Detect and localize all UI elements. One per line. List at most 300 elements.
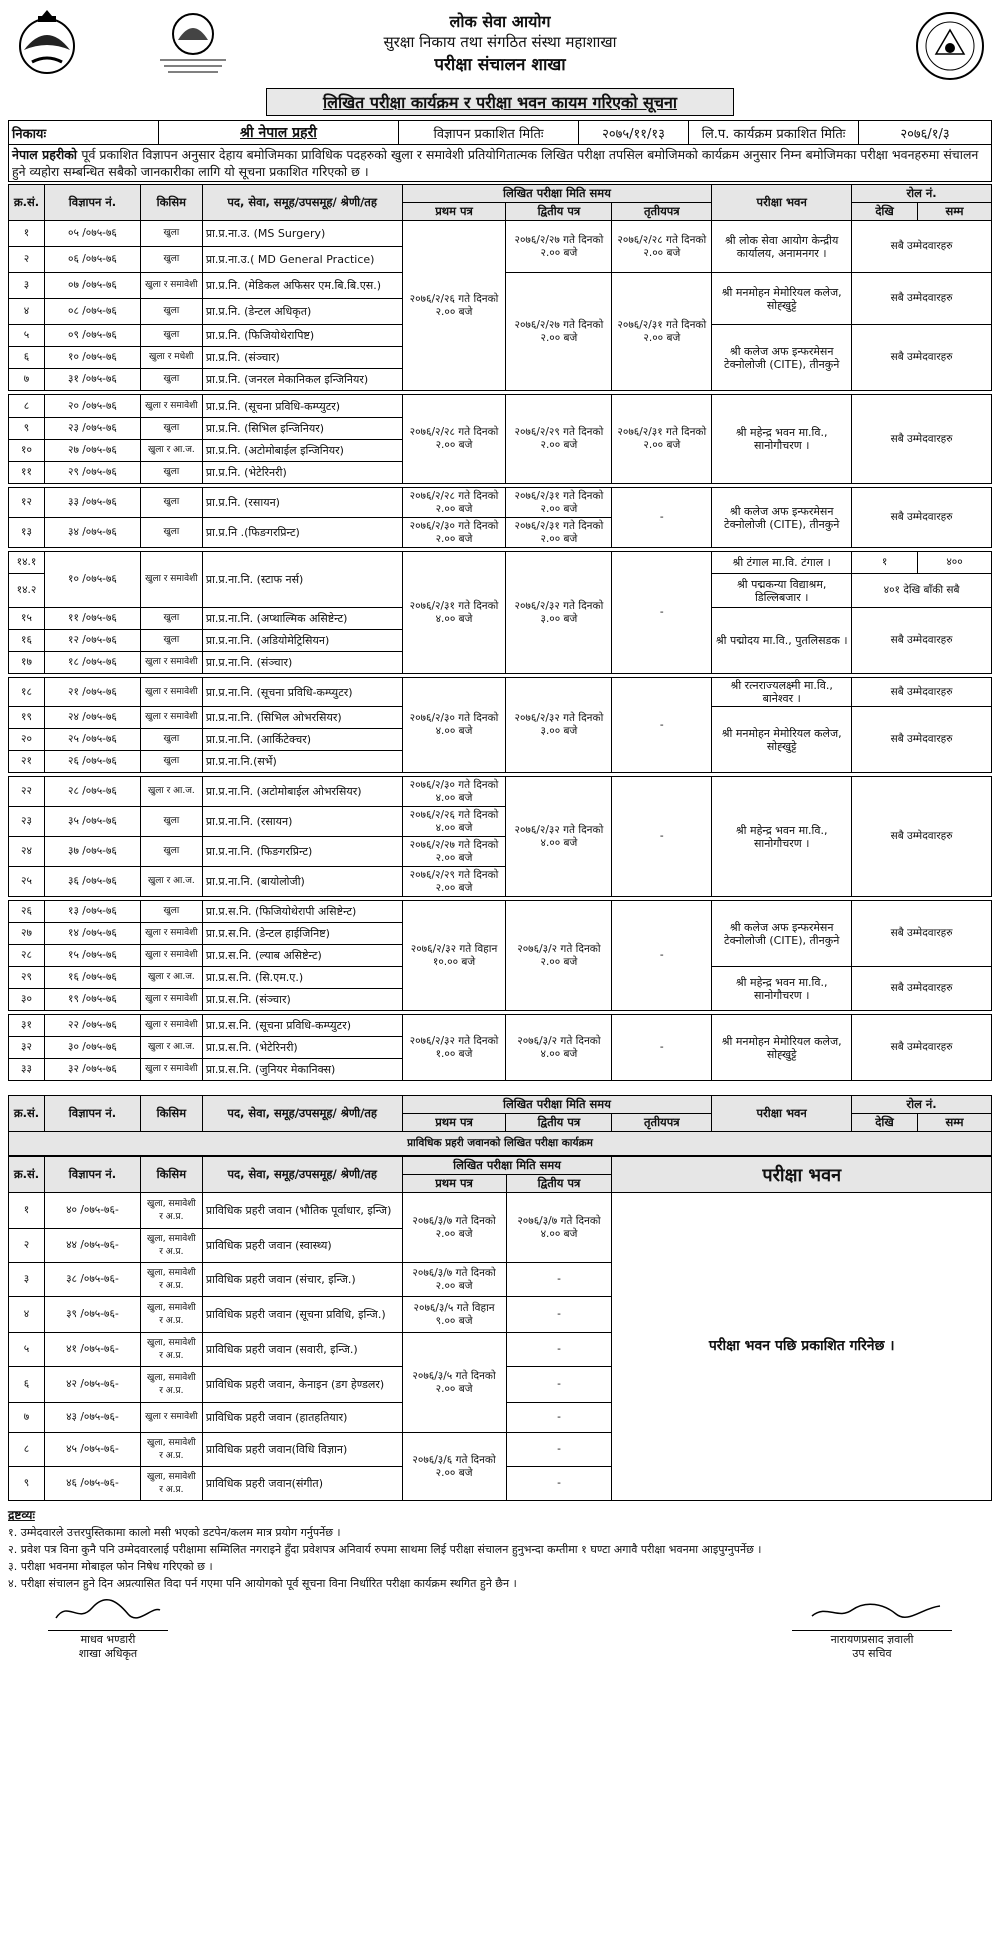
row-type: खुला xyxy=(140,369,202,391)
row-sn: १५ xyxy=(9,608,45,630)
col-adno: विज्ञापन नं. xyxy=(44,1096,140,1132)
row-post: प्रा.प्र.नि. (मेडिकल अफिसर एम.बि.बि.एस.) xyxy=(202,273,402,299)
signature-right-icon xyxy=(792,1596,952,1626)
row-post: प्रा.प्र.स.नि. (डेन्टल हाईजिनिष्ट) xyxy=(202,923,402,945)
row-type: खुला र समावेशी xyxy=(140,395,202,418)
row-ad: ११ /०७५-७६ xyxy=(44,608,140,630)
row-sn: २७ xyxy=(9,923,45,945)
row-type: खुला xyxy=(140,729,202,751)
row-type: खुला र समावेशी xyxy=(140,989,202,1011)
note-item: ३. परीक्षा भवनमा मोबाइल फोन निषेध गरिएको छ । xyxy=(8,1560,213,1573)
row-sn: ११ xyxy=(9,462,45,484)
row-sn: ६ xyxy=(9,347,45,369)
row-type: खुला xyxy=(140,418,202,440)
row-ad: १२ /०७५-७६ xyxy=(44,630,140,652)
row-post: प्राविधिक प्रहरी जवान(संगीत) xyxy=(202,1467,402,1501)
signer-right-name: नारायणप्रसाद ज्ञवाली xyxy=(830,1633,914,1646)
col-p2: द्वितीय पत्र xyxy=(506,1114,612,1132)
cell-roll: ४०१ देखि बाँकी सबै xyxy=(852,574,992,608)
row-post: प्रा.प्र.नि. (सूचना प्रविधि-कम्प्युटर) xyxy=(202,395,402,418)
col-p3: तृतीयपत्र xyxy=(612,203,712,221)
row-ad: १० /०७५-७६ xyxy=(44,552,140,608)
row-post: प्रा.प्र.ना.नि. (बायोलोजी) xyxy=(202,867,402,897)
row-sn: ९ xyxy=(9,1467,45,1501)
col-type: किसिम xyxy=(140,1096,202,1132)
row-ad: १६ /०७५-७६ xyxy=(44,967,140,989)
cell-p2: २०७६/२/३१ गते दिनको २.०० बजे xyxy=(506,518,612,548)
row-ad: ३२ /०७५-७६ xyxy=(44,1059,140,1081)
row-type: खुला र आ.ज. xyxy=(140,867,202,897)
row-ad: २८ /०७५-७६ xyxy=(44,777,140,807)
col-post: पद, सेवा, समूह/उपसमूह/ श्रेणी/तह xyxy=(202,185,402,221)
row-ad: २५ /०७५-७६ xyxy=(44,729,140,751)
col-p3: तृतीयपत्र xyxy=(612,1114,712,1132)
col-type: किसिम xyxy=(140,185,202,221)
row-type: खुला र समावेशी xyxy=(140,1015,202,1037)
row-type: खुला xyxy=(140,837,202,867)
col-p1: प्रथम पत्र xyxy=(402,203,506,221)
row-type: खुला xyxy=(140,901,202,923)
row-post: प्रा.प्र.ना.नि. (फिङगरप्रिन्ट) xyxy=(202,837,402,867)
row-ad: ३४ /०७५-७६ xyxy=(44,518,140,548)
cell-roll: सबै उम्मेदवारहरु xyxy=(852,221,992,273)
cell-p3: - xyxy=(612,1015,712,1081)
row-ad: १३ /०७५-७६ xyxy=(44,901,140,923)
cell-p3: २०७६/२/३१ गते दिनको २.०० बजे xyxy=(612,395,712,484)
row-sn: ३३ xyxy=(9,1059,45,1081)
row-sn: ३ xyxy=(9,273,45,299)
row-type: खुला र समावेशी xyxy=(140,1403,202,1433)
col-p2: द्वितीय पत्र xyxy=(506,1175,612,1193)
signature-area xyxy=(8,1596,992,1666)
row-sn: ७ xyxy=(9,369,45,391)
cell-roll-from: १ xyxy=(852,552,918,574)
row-ad: १९ /०७५-७६ xyxy=(44,989,140,1011)
cell-p1: २०७६/३/५ गते विहान ९.०० बजे xyxy=(402,1297,506,1333)
row-post: प्राविधिक प्रहरी जवान, केनाइन (डग हेण्डलर) xyxy=(202,1367,402,1403)
cell-roll: सबै उम्मेदवारहरु xyxy=(852,488,992,548)
table-row xyxy=(9,1193,992,1229)
col-p1: प्रथम पत्र xyxy=(402,1114,506,1132)
row-post: प्रा.प्र.ना.उ. (MS Surgery) xyxy=(202,221,402,247)
cell-p1: २०७६/३/५ गते दिनको २.०० बजे xyxy=(402,1333,506,1433)
row-ad: ४२ /०७५-७६- xyxy=(44,1367,140,1403)
cell-p2: - xyxy=(506,1263,612,1297)
row-ad: ३६ /०७५-७६ xyxy=(44,867,140,897)
cell-p3: - xyxy=(612,678,712,773)
col-roll: रोल नं. xyxy=(852,185,992,203)
cell-venue: श्री पद्मकन्या विद्याश्रम, डिल्लिबजार । xyxy=(712,574,852,608)
signature-left-icon xyxy=(48,1596,168,1626)
row-sn: १२ xyxy=(9,488,45,518)
cell-p3: - xyxy=(612,488,712,548)
row-ad: २४ /०७५-७६ xyxy=(44,707,140,729)
col-from: देखि xyxy=(852,203,918,221)
cell-p2: - xyxy=(506,1297,612,1333)
row-sn: २ xyxy=(9,1229,45,1263)
info-row xyxy=(8,120,992,145)
row-type: खुला र आ.ज. xyxy=(140,777,202,807)
col-to: सम्म xyxy=(918,203,992,221)
row-post: प्रा.प्र.ना.नि. (आर्किटेक्चर) xyxy=(202,729,402,751)
row-sn: २० xyxy=(9,729,45,751)
col-sn: क्र.सं. xyxy=(9,1096,45,1132)
row-sn: १९ xyxy=(9,707,45,729)
cell-venue: श्री कलेज अफ इन्फरमेसन टेक्नोलोजी (CITE), तीनकुने xyxy=(712,325,852,391)
row-sn: २४ xyxy=(9,837,45,867)
row-type: खुला xyxy=(140,462,202,484)
psc-round-seal-icon xyxy=(914,10,986,82)
intro-lead: नेपाल प्रहरीको xyxy=(12,147,78,162)
row-type: खुला, समावेशी र अ.प्र. xyxy=(140,1193,202,1229)
cell-p2: २०७६/२/३२ गते दिनको ३.०० बजे xyxy=(506,678,612,773)
cell-p1: २०७६/२/२७ गते दिनको २.०० बजे xyxy=(402,837,506,867)
cell-roll: सबै उम्मेदवारहरु xyxy=(852,608,992,674)
ad-date-label: विज्ञापन प्रकाशित मितिः xyxy=(399,121,579,145)
signer-right-title: उप सचिव xyxy=(852,1647,892,1660)
cell-venue: श्री महेन्द्र भवन मा.वि., सानोगौचरण । xyxy=(712,777,852,897)
row-sn: २३ xyxy=(9,807,45,837)
cell-venue: श्री मनमोहन मेमोरियल कलेज, सोह्खुट्टे xyxy=(712,273,852,325)
note-item: ४. परीक्षा संचालन हुने दिन अप्रत्यासित विदा पर्न गएमा पनि आयोगको पूर्व सूचना विना निर्धारित परीक्षा कार्यक्रम स्थगित हुने छैन । xyxy=(8,1577,517,1590)
row-type: खुला xyxy=(140,488,202,518)
col-venue: परीक्षा भवन xyxy=(612,1157,992,1193)
row-ad: १४ /०७५-७६ xyxy=(44,923,140,945)
cell-p2: - xyxy=(506,1467,612,1501)
row-post: प्राविधिक प्रहरी जवान (स्वास्थ्य) xyxy=(202,1229,402,1263)
row-ad: ३८ /०७५-७६- xyxy=(44,1263,140,1297)
row-post: प्रा.प्र.नि. (डेन्टल अधिकृत) xyxy=(202,299,402,325)
row-type: खुला, समावेशी र अ.प्र. xyxy=(140,1297,202,1333)
row-type: खुला र आ.ज. xyxy=(140,440,202,462)
row-type: खुला xyxy=(140,518,202,548)
cell-p2: २०७६/२/२७ गते दिनको २.०० बजे xyxy=(506,221,612,273)
notice-page xyxy=(8,6,992,1666)
row-ad: ३१ /०७५-७६ xyxy=(44,369,140,391)
row-type: खुला xyxy=(140,751,202,773)
row-ad: ०७ /०७५-७६ xyxy=(44,273,140,299)
row-post: प्राविधिक प्रहरी जवान (भौतिक पूर्वाधार, इन्जि) xyxy=(202,1193,402,1229)
row-post: प्रा.प्र.स.नि. (भेटेरिनरी) xyxy=(202,1037,402,1059)
cell-roll: सबै उम्मेदवारहरु xyxy=(852,1015,992,1081)
cell-p1: २०७६/२/२८ गते दिनको २.०० बजे xyxy=(402,488,506,518)
row-type: खुला xyxy=(140,630,202,652)
venue-announcement: परीक्षा भवन पछि प्रकाशित गरिनेछ । xyxy=(612,1193,992,1501)
row-ad: ३७ /०७५-७६ xyxy=(44,837,140,867)
row-type: खुला, समावेशी र अ.प्र. xyxy=(140,1333,202,1367)
prog-date-label: लि.प. कार्यक्रम प्रकाशित मितिः xyxy=(689,121,859,145)
prog-date-value: २०७६/१/३ xyxy=(859,121,992,145)
cell-p3: - xyxy=(612,552,712,674)
row-ad: २१ /०७५-७६ xyxy=(44,678,140,707)
row-sn: ५ xyxy=(9,1333,45,1367)
row-ad: २३ /०७५-७६ xyxy=(44,418,140,440)
signer-left-name: माधव भण्डारी xyxy=(80,1633,136,1646)
row-post: प्रा.प्र.ना.नि. (अडियोमेट्रिसियन) xyxy=(202,630,402,652)
row-sn: २२ xyxy=(9,777,45,807)
cell-p1: २०७६/२/३० गते दिनको २.०० बजे xyxy=(402,518,506,548)
header xyxy=(8,6,992,88)
cell-p2: - xyxy=(506,1367,612,1403)
row-ad: १० /०७५-७६ xyxy=(44,347,140,369)
row-sn: ८ xyxy=(9,1433,45,1467)
col-from: देखि xyxy=(852,1114,918,1132)
col-sched: लिखित परीक्षा मिति समय xyxy=(402,1157,612,1175)
row-post: प्रा.प्र.नि .(फिङगरप्रिन्ट) xyxy=(202,518,402,548)
cell-p1: २०७६/२/३२ गते दिनको १.०० बजे xyxy=(402,1015,506,1081)
row-sn: ३ xyxy=(9,1263,45,1297)
row-sn: १ xyxy=(9,221,45,247)
table-row xyxy=(9,488,992,518)
row-sn: ४ xyxy=(9,1297,45,1333)
note-item: २. प्रवेश पत्र विना कुनै पनि उम्मेदवारलाई परीक्षामा सम्मिलित नगराइने हुँदा प्रवेशपत्र अनिवार्य रुपमा साथमा लिई परीक्षा संचालन हुनुभन्दा कम्तीमा १ घण्टा अगावै परीक्षा भवनमा आइपुग्नुपर्नेछ । xyxy=(8,1543,762,1556)
row-post: प्रा.प्र.स.नि. (फिजियोथेरापी असिष्टेन्ट) xyxy=(202,901,402,923)
cell-p2: - xyxy=(506,1333,612,1367)
row-type: खुला र समावेशी xyxy=(140,273,202,299)
cell-p1: २०७६/२/२६ गते दिनको ४.०० बजे xyxy=(402,807,506,837)
table-row xyxy=(9,678,992,707)
row-ad: १५ /०७५-७६ xyxy=(44,945,140,967)
row-type: खुला xyxy=(140,807,202,837)
table-row xyxy=(9,777,992,807)
row-sn: ७ xyxy=(9,1403,45,1433)
cell-p2: २०७६/२/२७ गते दिनको २.०० बजे xyxy=(506,273,612,391)
cell-p2: २०७६/२/२९ गते दिनको २.०० बजे xyxy=(506,395,612,484)
cell-venue: श्री महेन्द्र भवन मा.वि., सानोगौचरण । xyxy=(712,395,852,484)
notes-section xyxy=(8,1507,992,1592)
row-ad: ३५ /०७५-७६ xyxy=(44,807,140,837)
col-sched: लिखित परीक्षा मिति समय xyxy=(402,185,712,203)
row-post: प्रा.प्र.ना.नि. (संञ्चार) xyxy=(202,652,402,674)
row-sn: २१ xyxy=(9,751,45,773)
row-post: प्रा.प्र.ना.नि. (अटोमोबाईल ओभरसियर) xyxy=(202,777,402,807)
row-post: प्रा.प्र.ना.उ.( MD General Practice) xyxy=(202,247,402,273)
row-ad: ४३ /०७५-७६- xyxy=(44,1403,140,1433)
cell-p1: २०७६/२/२९ गते दिनको २.०० बजे xyxy=(402,867,506,897)
row-sn: २६ xyxy=(9,901,45,923)
division-name: सुरक्षा निकाय तथा संगठित संस्था महाशाखा xyxy=(383,33,617,51)
row-sn: १६ xyxy=(9,630,45,652)
row-post: प्रा.प्र.ना.नि. (सिभिल ओभरसियर) xyxy=(202,707,402,729)
cell-roll-to: ४०० xyxy=(918,552,992,574)
branch-name: परीक्षा संचालन शाखा xyxy=(434,55,566,75)
col-adno: विज्ञापन नं. xyxy=(44,185,140,221)
row-post: प्रा.प्र.स.नि. (जुनियर मेकानिक्स) xyxy=(202,1059,402,1081)
row-type: खुला xyxy=(140,299,202,325)
cell-p1: २०७६/२/२६ गते दिनको २.०० बजे xyxy=(402,221,506,391)
signature-right xyxy=(792,1596,952,1661)
row-ad: २७ /०७५-७६ xyxy=(44,440,140,462)
notes-title: द्रष्टव्यः xyxy=(8,1508,35,1522)
cell-p2: २०७६/३/२ गते दिनको ४.०० बजे xyxy=(506,1015,612,1081)
cell-roll: सबै उम्मेदवारहरु xyxy=(852,777,992,897)
row-ad: ४० /०७५-७६- xyxy=(44,1193,140,1229)
org-name: लोक सेवा आयोग xyxy=(449,12,551,31)
row-post: प्रा.प्र.नि. (जनरल मेकानिकल इन्जिनियर) xyxy=(202,369,402,391)
row-type: खुला र समावेशी xyxy=(140,652,202,674)
row-post: प्रा.प्र.नि. (सिभिल इन्जिनियर) xyxy=(202,418,402,440)
row-post: प्रा.प्र.नि. (संञ्चार) xyxy=(202,347,402,369)
row-post: प्रा.प्र.नि. (भेटेरिनरी) xyxy=(202,462,402,484)
row-type: खुला र समावेशी xyxy=(140,678,202,707)
row-post: प्रा.प्र.स.नि. (सि.एम.ए.) xyxy=(202,967,402,989)
col-sn: क्र.सं. xyxy=(9,1157,45,1193)
cell-roll: सबै उम्मेदवारहरु xyxy=(852,901,992,967)
row-post: प्रा.प्र.स.नि. (संञ्चार) xyxy=(202,989,402,1011)
col-p2: द्वितीय पत्र xyxy=(506,203,612,221)
row-post: प्राविधिक प्रहरी जवान (हातहतियार) xyxy=(202,1403,402,1433)
row-ad: ३० /०७५-७६ xyxy=(44,1037,140,1059)
row-ad: ०५ /०७५-७६ xyxy=(44,221,140,247)
table-row xyxy=(9,221,992,247)
row-sn: २५ xyxy=(9,867,45,897)
cell-p2: २०७६/३/२ गते दिनको २.०० बजे xyxy=(506,901,612,1011)
row-ad: २६ /०७५-७६ xyxy=(44,751,140,773)
row-post: प्रा.प्र.नि. (रसायन) xyxy=(202,488,402,518)
cell-p3: - xyxy=(612,901,712,1011)
cell-roll: सबै उम्मेदवारहरु xyxy=(852,678,992,707)
cell-p2: २०७६/२/३२ गते दिनको ३.०० बजे xyxy=(506,552,612,674)
cell-p3: - xyxy=(612,777,712,897)
row-ad: ४६ /०७५-७६- xyxy=(44,1467,140,1501)
row-type: खुला र आ.ज. xyxy=(140,967,202,989)
schedule-table xyxy=(8,184,992,1081)
row-sn: २ xyxy=(9,247,45,273)
cell-p2: २०७६/२/३१ गते दिनको २.०० बजे xyxy=(506,488,612,518)
agency-label: निकायः xyxy=(9,121,159,145)
schedule-table-header-repeat xyxy=(8,1095,992,1156)
row-ad: ४५ /०७५-७६- xyxy=(44,1433,140,1467)
cell-venue: श्री टंगाल मा.वि. टंगाल । xyxy=(712,552,852,574)
row-type: खुला xyxy=(140,325,202,347)
cell-p2: - xyxy=(506,1403,612,1433)
row-sn: ३२ xyxy=(9,1037,45,1059)
row-sn: ३० xyxy=(9,989,45,1011)
row-ad: १८ /०७५-७६ xyxy=(44,652,140,674)
cell-p2: २०७६/३/७ गते दिनको ४.०० बजे xyxy=(506,1193,612,1263)
police-schedule-table xyxy=(8,1156,992,1501)
col-roll: रोल नं. xyxy=(852,1096,992,1114)
row-post: प्रा.प्र.स.नि. (सूचना प्रविधि-कम्प्युटर) xyxy=(202,1015,402,1037)
row-sn: १० xyxy=(9,440,45,462)
row-type: खुला, समावेशी र अ.प्र. xyxy=(140,1229,202,1263)
row-sn: ३१ xyxy=(9,1015,45,1037)
row-sn: १७ xyxy=(9,652,45,674)
row-post: प्रा.प्र.ना.नि.(सर्भे) xyxy=(202,751,402,773)
row-sn: १८ xyxy=(9,678,45,707)
row-type: खुला र मधेशी xyxy=(140,347,202,369)
row-type: खुला र समावेशी xyxy=(140,923,202,945)
cell-p1: २०७६/३/७ गते दिनको २.०० बजे xyxy=(402,1193,506,1263)
row-ad: ३३ /०७५-७६ xyxy=(44,488,140,518)
cell-p1: २०७६/२/३२ गते विहान १०.०० बजे xyxy=(402,901,506,1011)
row-sn: ८ xyxy=(9,395,45,418)
row-sn: ५ xyxy=(9,325,45,347)
cell-p1: २०७६/२/३१ गते दिनको ४.०० बजे xyxy=(402,552,506,674)
cell-venue: श्री रत्नराज्यलक्ष्मी मा.वि., बानेश्वर । xyxy=(712,678,852,707)
col-adno: विज्ञापन नं. xyxy=(44,1157,140,1193)
row-type: खुला र समावेशी xyxy=(140,945,202,967)
row-post: प्राविधिक प्रहरी जवान (संचार, इन्जि.) xyxy=(202,1263,402,1297)
cell-p2: - xyxy=(506,1433,612,1467)
cell-p3: २०७६/२/२८ गते दिनको २.०० बजे xyxy=(612,221,712,273)
table-row xyxy=(9,395,992,418)
cell-roll: सबै उम्मेदवारहरु xyxy=(852,395,992,484)
cell-p1: २०७६/२/३० गते दिनको ४.०० बजे xyxy=(402,678,506,773)
col-sn: क्र.सं. xyxy=(9,185,45,221)
row-ad: २० /०७५-७६ xyxy=(44,395,140,418)
table-row xyxy=(9,901,992,923)
intro-text: पूर्व प्रकाशित विज्ञापन अनुसार देहाय बमोजिमका प्राविधिक पदहरुको खुला र समावेशी प्रतियोगितात्मक लिखित परीक्षा तपसिल बमोजिमको कार्यक्रम अनुसार निम्न बमोजिमका परीक्षा भवनहरुमा संचालन हुने व्यहोरा सम्बन्धित सबैको जानकारीका लागि यो सूचना प्रकाशित गरिएको छ । xyxy=(12,147,979,179)
intro-paragraph xyxy=(8,145,992,182)
cell-p1: २०७६/२/२८ गते दिनको २.०० बजे xyxy=(402,395,506,484)
row-type: खुला र समावेशी xyxy=(140,552,202,608)
cell-venue: श्री महेन्द्र भवन मा.वि., सानोगौचरण । xyxy=(712,967,852,1011)
col-post: पद, सेवा, समूह/उपसमूह/ श्रेणी/तह xyxy=(202,1157,402,1193)
section-heading: प्राविधिक प्रहरी जवानको लिखित परीक्षा कार्यक्रम xyxy=(9,1132,992,1156)
notice-title: लिखित परीक्षा कार्यक्रम र परीक्षा भवन कायम गरिएको सूचना xyxy=(266,88,734,116)
row-ad: ०६ /०७५-७६ xyxy=(44,247,140,273)
row-ad: ०८ /०७५-७६ xyxy=(44,299,140,325)
row-sn: १४.१ xyxy=(9,552,45,574)
header-text xyxy=(8,10,992,75)
row-sn: १४.२ xyxy=(9,574,45,608)
row-post: प्रा.प्र.ना.नि. (रसायन) xyxy=(202,807,402,837)
row-ad: २९ /०७५-७६ xyxy=(44,462,140,484)
row-post: प्राविधिक प्रहरी जवान(विधि विज्ञान) xyxy=(202,1433,402,1467)
signer-left-title: शाखा अधिकृत xyxy=(78,1647,138,1660)
row-sn: १ xyxy=(9,1193,45,1229)
row-sn: २९ xyxy=(9,967,45,989)
row-type: खुला र आ.ज. xyxy=(140,1037,202,1059)
row-post: प्रा.प्र.ना.नि. (अप्थाल्मिक असिष्टेन्ट) xyxy=(202,608,402,630)
row-ad: ४४ /०७५-७६- xyxy=(44,1229,140,1263)
cell-p2: २०७६/२/३२ गते दिनको ४.०० बजे xyxy=(506,777,612,897)
col-sched: लिखित परीक्षा मिति समय xyxy=(402,1096,712,1114)
agency-value: श्री नेपाल प्रहरी xyxy=(159,121,399,145)
col-venue: परीक्षा भवन xyxy=(712,1096,852,1132)
row-ad: ४१ /०७५-७६- xyxy=(44,1333,140,1367)
ad-date-value: २०७५/११/१३ xyxy=(579,121,689,145)
cell-p1: २०७६/२/३० गते दिनको ४.०० बजे xyxy=(402,777,506,807)
row-post: प्रा.प्र.ना.नि. (स्टाफ नर्स) xyxy=(202,552,402,608)
col-post: पद, सेवा, समूह/उपसमूह/ श्रेणी/तह xyxy=(202,1096,402,1132)
cell-roll: सबै उम्मेदवारहरु xyxy=(852,707,992,773)
row-type: खुला र समावेशी xyxy=(140,1059,202,1081)
row-sn: ६ xyxy=(9,1367,45,1403)
row-ad: ०९ /०७५-७६ xyxy=(44,325,140,347)
cell-venue: श्री लोक सेवा आयोग केन्द्रीय कार्यालय, अनामनगर । xyxy=(712,221,852,273)
row-sn: १३ xyxy=(9,518,45,548)
table-row xyxy=(9,552,992,574)
cell-roll: सबै उम्मेदवारहरु xyxy=(852,325,992,391)
row-post: प्रा.प्र.नि. (फिजियोथेरापिष्ट) xyxy=(202,325,402,347)
row-type: खुला, समावेशी र अ.प्र. xyxy=(140,1467,202,1501)
col-to: सम्म xyxy=(918,1114,992,1132)
row-type: खुला, समावेशी र अ.प्र. xyxy=(140,1367,202,1403)
cell-venue: श्री कलेज अफ इन्फरमेसन टेक्नोलोजी (CITE), तीनकुने xyxy=(712,488,852,548)
row-ad: २२ /०७५-७६ xyxy=(44,1015,140,1037)
cell-venue: श्री मनमोहन मेमोरियल कलेज, सोह्खुट्टे xyxy=(712,1015,852,1081)
row-type: खुला xyxy=(140,608,202,630)
row-post: प्राविधिक प्रहरी जवान (सवारी, इन्जि.) xyxy=(202,1333,402,1367)
cell-p1: २०७६/३/७ गते दिनको २.०० बजे xyxy=(402,1263,506,1297)
signature-left xyxy=(48,1596,168,1661)
col-venue: परीक्षा भवन xyxy=(712,185,852,221)
cell-roll: सबै उम्मेदवारहरु xyxy=(852,273,992,325)
cell-roll: सबै उम्मेदवारहरु xyxy=(852,967,992,1011)
note-item: १. उम्मेदवारले उत्तरपुस्तिकामा कालो मसी भएको डटपेन/कलम मात्र प्रयोग गर्नुपर्नेछ । xyxy=(8,1526,341,1539)
